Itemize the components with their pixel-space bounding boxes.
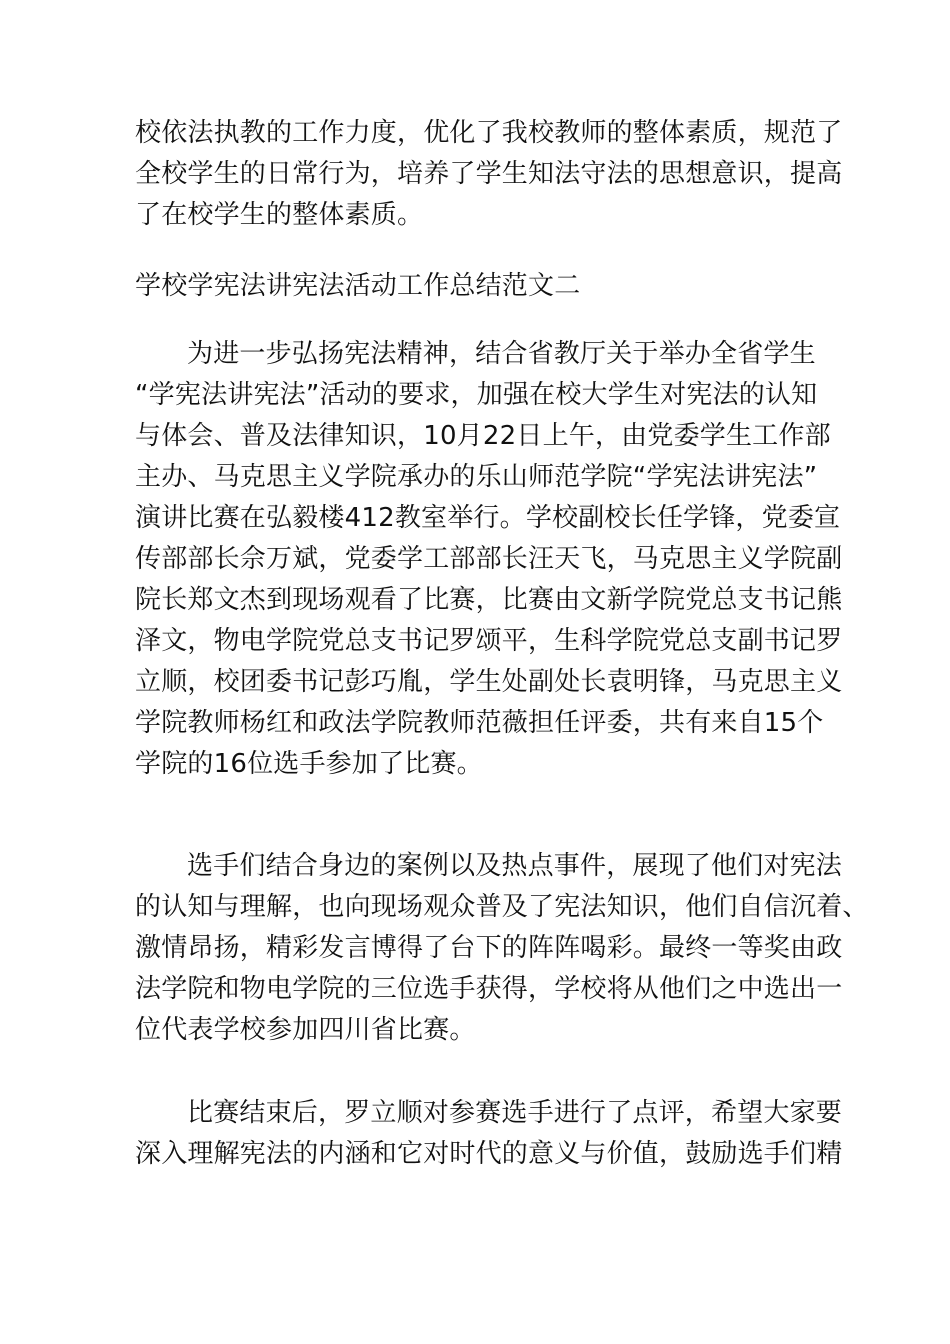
- paragraph-line: 的认知与理解，也向现场观众普及了宪法知识，他们自信沉着、: [135, 892, 869, 922]
- paragraph-line: 深入理解宪法的内涵和它对时代的意义与价值，鼓励选手们精: [135, 1139, 843, 1169]
- paragraph-line: 学院教师杨红和政法学院教师范薇担任评委，共有来自15个: [135, 708, 824, 738]
- paragraph-line: 为进一步弘扬宪法精神，结合省教厅关于举办全省学生: [187, 339, 816, 369]
- paragraph-line: 立顺，校团委书记彭巧胤，学生处副处长袁明锋，马克思主义: [135, 667, 843, 697]
- paragraph-line: 法学院和物电学院的三位选手获得，学校将从他们之中选出一: [135, 974, 843, 1004]
- paragraph-3: [135, 1093, 843, 1175]
- paragraph-line: 学院的16位选手参加了比赛。: [135, 749, 483, 779]
- paragraph-line: 与体会、普及法律知识，10月22日上午，由党委学生工作部: [135, 421, 831, 451]
- continuation-paragraph: [135, 113, 843, 236]
- heading-text: 学校学宪法讲宪法活动工作总结范文二: [135, 271, 581, 301]
- paragraph-line: 了在校学生的整体素质。: [135, 200, 424, 230]
- paragraph-2: [135, 846, 869, 1051]
- paragraph-line: 院长郑文杰到现场观看了比赛，比赛由文新学院党总支书记熊: [135, 585, 843, 615]
- section-heading: [135, 266, 815, 307]
- paragraph-line: 比赛结束后，罗立顺对参赛选手进行了点评，希望大家要: [187, 1098, 843, 1128]
- paragraph-line: 泽文，物电学院党总支书记罗颂平，生科学院党总支副书记罗: [135, 626, 843, 656]
- paragraph-line: 全校学生的日常行为，培养了学生知法守法的思想意识，提高: [135, 159, 843, 189]
- paragraph-line: “学宪法讲宪法”活动的要求，加强在校大学生对宪法的认知: [135, 380, 818, 410]
- paragraph-line: 校依法执教的工作力度，优化了我校教师的整体素质，规范了: [135, 118, 843, 148]
- paragraph-line: 演讲比赛在弘毅楼412教室举行。学校副校长任学锋，党委宣: [135, 503, 841, 533]
- paragraph-line: 激情昂扬，精彩发言博得了台下的阵阵喝彩。最终一等奖由政: [135, 933, 843, 963]
- paragraph-line: 位代表学校参加四川省比赛。: [135, 1015, 476, 1045]
- paragraph-line: 选手们结合身边的案例以及热点事件，展现了他们对宪法: [187, 851, 843, 881]
- paragraph-line: 传部部长佘万斌，党委学工部部长汪天飞，马克思主义学院副: [135, 544, 843, 574]
- paragraph-1: [135, 334, 843, 785]
- paragraph-line: 主办、马克思主义学院承办的乐山师范学院“学宪法讲宪法”: [135, 462, 818, 492]
